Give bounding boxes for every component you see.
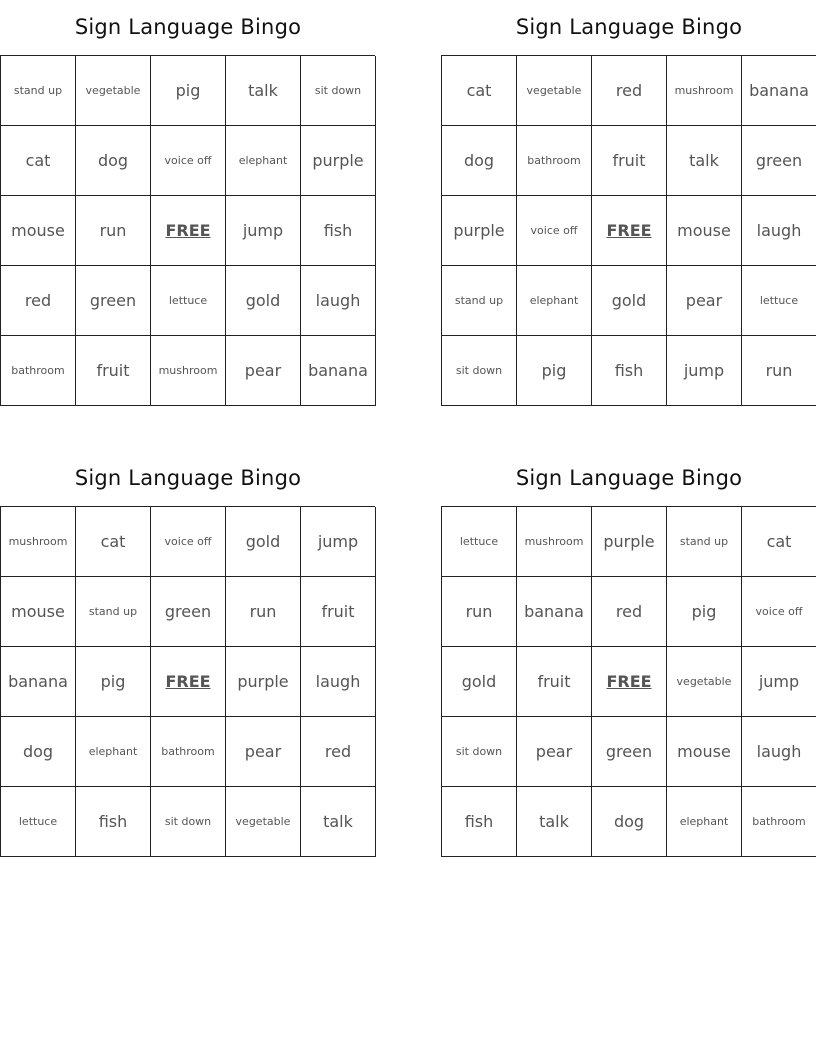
bingo-cell: purple	[592, 507, 667, 577]
bingo-card-3	[0, 451, 376, 857]
bingo-cell: voice off	[742, 577, 816, 647]
bingo-grid	[441, 55, 816, 406]
bingo-cell: stand up	[76, 577, 151, 647]
bingo-cell: bathroom	[1, 336, 76, 406]
bingo-cell: mushroom	[151, 336, 226, 406]
bingo-cell: jump	[667, 336, 742, 406]
bingo-cell: vegetable	[517, 56, 592, 126]
bingo-cell: cat	[76, 507, 151, 577]
bingo-cell: run	[442, 577, 517, 647]
bingo-cell: voice off	[517, 196, 592, 266]
bingo-cell: lettuce	[742, 266, 816, 336]
bingo-cell: green	[151, 577, 226, 647]
bingo-cell: mushroom	[1, 507, 76, 577]
bingo-cell: mouse	[1, 196, 76, 266]
bingo-cell: pig	[667, 577, 742, 647]
bingo-grid	[0, 55, 375, 406]
bingo-cell: sit down	[442, 717, 517, 787]
bingo-cell: run	[76, 196, 151, 266]
bingo-cell: red	[301, 717, 376, 787]
bingo-cell: elephant	[517, 266, 592, 336]
bingo-cell: run	[742, 336, 816, 406]
bingo-cell: talk	[667, 126, 742, 196]
bingo-cell: cat	[1, 126, 76, 196]
bingo-card-1	[0, 0, 376, 406]
free-space: FREE	[151, 196, 226, 266]
bingo-cell: dog	[1, 717, 76, 787]
bingo-grid	[0, 506, 375, 857]
card-title: Sign Language Bingo	[515, 466, 743, 490]
bingo-cell: fruit	[301, 577, 376, 647]
bingo-cell: sit down	[442, 336, 517, 406]
bingo-cell: cat	[442, 56, 517, 126]
bingo-cell: red	[1, 266, 76, 336]
card-title: Sign Language Bingo	[74, 466, 302, 490]
bingo-cell: banana	[301, 336, 376, 406]
free-space: FREE	[151, 647, 226, 717]
bingo-cell: lettuce	[151, 266, 226, 336]
bingo-cell: pear	[226, 336, 301, 406]
bingo-cell: pig	[76, 647, 151, 717]
bingo-cell: jump	[301, 507, 376, 577]
bingo-cell: vegetable	[76, 56, 151, 126]
bingo-cell: gold	[226, 266, 301, 336]
bingo-cell: bathroom	[517, 126, 592, 196]
bingo-cell: laugh	[742, 717, 816, 787]
bingo-cell: jump	[742, 647, 816, 717]
bingo-cell: purple	[226, 647, 301, 717]
bingo-cell: purple	[301, 126, 376, 196]
bingo-cell: dog	[592, 787, 667, 857]
bingo-cell: fruit	[592, 126, 667, 196]
bingo-cell: fruit	[517, 647, 592, 717]
bingo-cell: mushroom	[517, 507, 592, 577]
bingo-cell: voice off	[151, 507, 226, 577]
bingo-cell: stand up	[667, 507, 742, 577]
bingo-cell: lettuce	[442, 507, 517, 577]
bingo-cell: laugh	[301, 647, 376, 717]
bingo-cell: elephant	[226, 126, 301, 196]
bingo-card-4	[441, 451, 816, 857]
bingo-cell: green	[76, 266, 151, 336]
bingo-cell: red	[592, 56, 667, 126]
bingo-cell: banana	[742, 56, 816, 126]
bingo-cell: vegetable	[667, 647, 742, 717]
bingo-cell: fruit	[76, 336, 151, 406]
bingo-cell: fish	[301, 196, 376, 266]
bingo-cell: gold	[592, 266, 667, 336]
bingo-cell: jump	[226, 196, 301, 266]
bingo-cell: talk	[517, 787, 592, 857]
bingo-cell: talk	[301, 787, 376, 857]
bingo-cell: laugh	[301, 266, 376, 336]
bingo-cell: green	[742, 126, 816, 196]
free-space: FREE	[592, 196, 667, 266]
bingo-cell: voice off	[151, 126, 226, 196]
bingo-cell: dog	[442, 126, 517, 196]
bingo-cell: laugh	[742, 196, 816, 266]
bingo-cell: pig	[151, 56, 226, 126]
bingo-cell: fish	[442, 787, 517, 857]
bingo-cell: mushroom	[667, 56, 742, 126]
bingo-cell: fish	[592, 336, 667, 406]
bingo-cell: gold	[442, 647, 517, 717]
bingo-cell: lettuce	[1, 787, 76, 857]
bingo-cell: purple	[442, 196, 517, 266]
card-title: Sign Language Bingo	[74, 15, 302, 39]
bingo-cell: pig	[517, 336, 592, 406]
bingo-cell: mouse	[667, 196, 742, 266]
bingo-cell: bathroom	[742, 787, 816, 857]
bingo-grid	[441, 506, 816, 857]
bingo-cell: green	[592, 717, 667, 787]
bingo-cell: elephant	[76, 717, 151, 787]
bingo-cell: run	[226, 577, 301, 647]
free-space: FREE	[592, 647, 667, 717]
bingo-cell: elephant	[667, 787, 742, 857]
bingo-cell: mouse	[1, 577, 76, 647]
card-title: Sign Language Bingo	[515, 15, 743, 39]
bingo-cell: gold	[226, 507, 301, 577]
bingo-cell: dog	[76, 126, 151, 196]
bingo-cell: stand up	[1, 56, 76, 126]
bingo-cell: pear	[667, 266, 742, 336]
bingo-cell: pear	[226, 717, 301, 787]
bingo-card-2	[441, 0, 816, 406]
bingo-cell: bathroom	[151, 717, 226, 787]
bingo-cell: sit down	[151, 787, 226, 857]
bingo-cell: talk	[226, 56, 301, 126]
bingo-cell: banana	[517, 577, 592, 647]
bingo-cell: red	[592, 577, 667, 647]
bingo-cell: mouse	[667, 717, 742, 787]
bingo-cell: banana	[1, 647, 76, 717]
bingo-cell: fish	[76, 787, 151, 857]
bingo-cell: vegetable	[226, 787, 301, 857]
bingo-cell: stand up	[442, 266, 517, 336]
bingo-cell: pear	[517, 717, 592, 787]
bingo-cell: cat	[742, 507, 816, 577]
bingo-cell: sit down	[301, 56, 376, 126]
